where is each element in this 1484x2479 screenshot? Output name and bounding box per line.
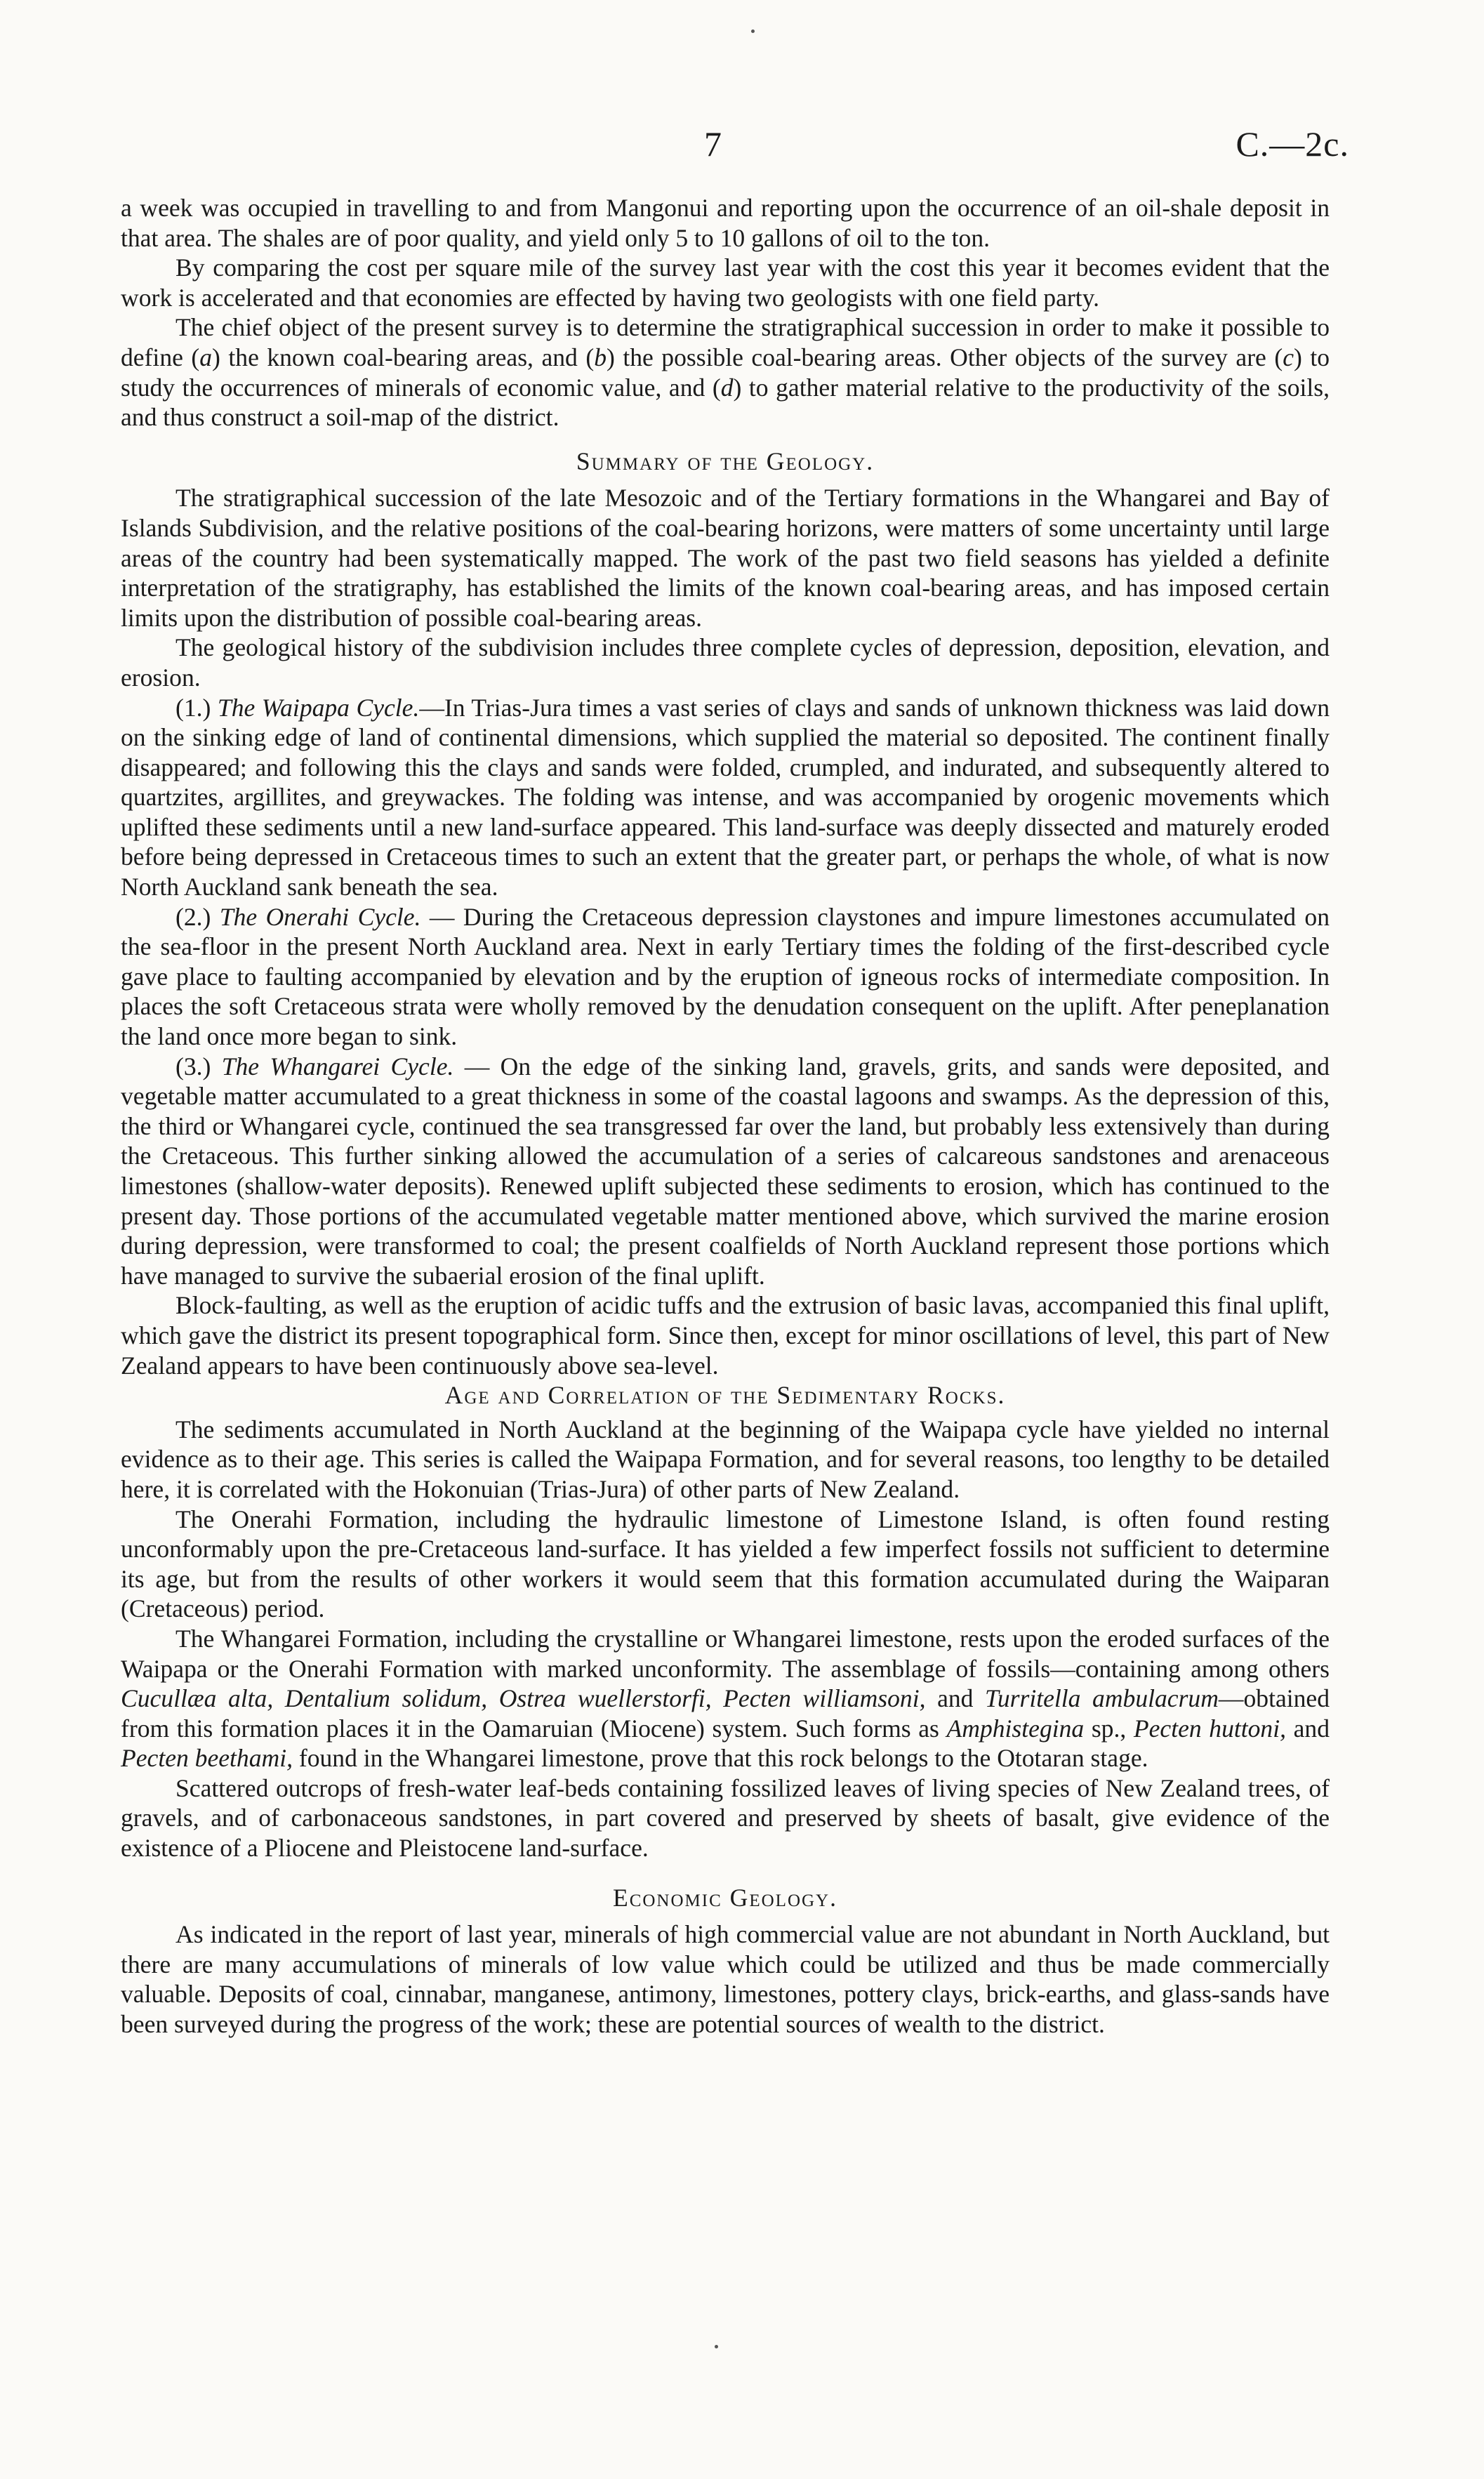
italic-run: a <box>199 343 213 371</box>
text-run: ) the possible coal-bearing areas. Other objects of the survey are ( <box>606 343 1283 371</box>
text-run: ) to gather material relative to the productivity of the soils, and thus construct a soil-map of the district. <box>121 373 1330 432</box>
fossil-name: Pecten beethami, <box>121 1744 293 1773</box>
paragraph-leaf-beds: Scattered outcrops of fresh-water leaf-beds containing fossilized leaves of living species of New Zealand trees, of gravels, and of carbonaceous sandstones, in part covered and preserved by sheets of basalt, give evidence of the existence of a Pliocene and Pleistocene land-surface. <box>121 1773 1330 1863</box>
paragraph-economic-minerals: As indicated in the report of last year, minerals of high commercial value are not abundant in North Auckland, but there are many accumulations of minerals of low value which could be utilized and thus be made commercially valuable. Deposits of coal, cinnabar, manganese, antimony, limestones, pottery clays, brick-earths, and glass-sands have been surveyed during the progress of the work; these are potential sources of wealth to the district. <box>121 1920 1330 2039</box>
section-heading-summary: Summary of the Geology. <box>576 447 875 475</box>
cycle-title: The Whangarei Cycle. <box>221 1052 454 1080</box>
fossil-name: Amphistegina <box>946 1714 1085 1743</box>
paragraph-block-faulting: Block-faulting, as well as the eruption of acidic tuffs and the extrusion of basic lavas, accompanied this final uplift, which gave the district its present topographical form. Since then, except for minor oscillations of level, this part of New Zealand appears to have been continuously above sea-level. <box>121 1291 1330 1380</box>
text-run: — During the Cretaceous depression claystones and impure limestones accumulated on the sea-floor in the present North Auckland area. Next in early Tertiary times the folding of the first-described cycle gave place to faulting accompanied by elevation and by the eruption of igneous rocks of intermediate composition. In places the soft Cretaceous strata were wholly removed by the denudation consequent on the uplift. After peneplanation the land once more began to sink. <box>121 902 1330 1051</box>
cycle-number: (2.) <box>175 902 211 931</box>
fossil-name: Turritella ambulacrum <box>985 1684 1219 1713</box>
text-run: The Whangarei Formation, including the crystalline or Whangarei limestone, rests upon the eroded surfaces of the Waipapa or the Onerahi Formation with marked unconformity. The assemblage of fossils—containing among others <box>121 1624 1330 1683</box>
text-run: ) to study the occurrences of minerals of economic value, and ( <box>121 343 1330 402</box>
paragraph-waipapa-cycle <box>121 693 1330 902</box>
cycle-number: (3.) <box>175 1052 211 1080</box>
paragraph-waipapa-formation: The sediments accumulated in North Auckland at the beginning of the Waipapa cycle have yielded no internal evidence as to their age. This series is called the Waipapa Formation, and for several reasons, too lengthy to be detailed here, it is correlated with the Hokonuian (Trias-Jura) of other parts of New Zealand. <box>121 1415 1330 1503</box>
paragraph-whangarei-formation <box>121 1624 1330 1773</box>
page-number: 7 <box>704 124 722 164</box>
paragraph-whangarei-cycle <box>121 1052 1330 1291</box>
italic-run: d <box>720 373 734 402</box>
paragraph-summary-intro: The stratigraphical succession of the late Mesozoic and of the Tertiary formations in the Whangarei and Bay of Islands Subdivision, and the relative positions of the coal-bearing horizons, were matters of some uncertainty until large areas of the country had been systematically mapped. The work of the past two field seasons has yielded a definite interpretation of the stratigraphy, has established the limits of the known coal-bearing areas, and has imposed certain limits upon the distribution of possible coal-bearing areas. <box>121 484 1330 632</box>
text-run: and <box>1286 1714 1330 1743</box>
paragraph-onerahi-cycle <box>121 902 1330 1052</box>
paragraph-mangonui: a week was occupied in travelling to and from Mangonui and reporting upon the occurrence of an oil-shale deposit in that area. The shales are of poor quality, and yield only 5 to 10 gallons of oil to the ton. <box>121 194 1330 252</box>
paragraph-survey-cost: By comparing the cost per square mile of the survey last year with the cost this year it becomes evident that the work is accelerated and that economies are effected by having two geologists with one field party. <box>121 253 1330 312</box>
cycle-title: The Waipapa Cycle. <box>217 693 420 722</box>
paragraph-survey-objects <box>121 312 1330 432</box>
text-run: ) the known coal-bearing areas, and ( <box>212 343 595 371</box>
text-run: —In Trias-Jura times a vast series of clays and sands of unknown thickness was laid down on the sinking edge of land of continental dimensions, which supplied the material so deposited. The continent finally disappeared; and following this the clays and sands were folded, crumpled, and indurated, and subsequently altered to quartzites, argillites, and greywackes. The folding was intense, and was accompanied by orogenic movements which uplifted these sediments until a new land-surface appeared. This land-surface was deeply dissected and maturely eroded before being depressed in Cretaceous times to such an extent that the greater part, or perhaps the whole, of what is now North Auckland sank beneath the sea. <box>121 693 1330 901</box>
document-body <box>121 193 1330 2040</box>
text-run: sp., <box>1084 1714 1134 1743</box>
fossil-name: Cucullæa alta, Dentalium solidum, Ostrea wuellerstorfi, Pecten williamsoni, <box>121 1684 926 1713</box>
section-heading-economic: Economic Geology. <box>612 1883 838 1912</box>
page-header <box>0 119 1484 168</box>
text-run: and <box>925 1684 986 1713</box>
italic-run: c <box>1283 343 1294 371</box>
paragraph-cycles-intro: The geological history of the subdivision includes three complete cycles of depression, deposition, elevation, and erosion. <box>121 633 1330 692</box>
italic-run: b <box>594 343 607 371</box>
scan-speck <box>715 2345 718 2348</box>
text-run: found in the Whangarei limestone, prove that this rock belongs to the Ototaran stage. <box>292 1744 1148 1773</box>
text-run: The chief object of the present survey is to determine the stratigraphical succession in order to make it possible to define ( <box>121 313 1330 371</box>
fossil-name: Pecten huttoni, <box>1133 1714 1287 1743</box>
text-run: — On the edge of the sinking land, gravels, grits, and sands were deposited, and vegetable matter accumulated to a great thickness in some of the coastal lagoons and swamps. As the depression of this, the third or Whangarei cycle, continued the sea transgressed far over the land, but probably less extensively than during the Cretaceous. This further sinking allowed the accumulation of a series of calcareous sandstones and arenaceous limestones (shallow-water deposits). Renewed uplift subjected these sediments to erosion, which has continued to the present day. Those portions of the accumulated vegetable matter mentioned above, which survived the marine erosion during depression, were transformed to coal; the present coalfields of North Auckland represent those portions which have managed to survive the subaerial erosion of the final uplift. <box>121 1052 1330 1290</box>
text-run: —obtained from this formation places it in the Oamaruian (Miocene) system. Such forms as <box>121 1684 1330 1743</box>
scan-speck <box>751 29 755 33</box>
document-reference: C.—2c. <box>1235 124 1349 164</box>
section-heading-age: Age and Correlation of the Sedimentary Rocks. <box>444 1381 1006 1410</box>
cycle-number: (1.) <box>175 693 211 722</box>
paragraph-onerahi-formation: The Onerahi Formation, including the hydraulic limestone of Limestone Island, is often found resting unconformably upon the pre-Cretaceous land-surface. It has yielded a few imperfect fossils not sufficient to determine its age, but from the results of other workers it would seem that this formation accumulated during the Waiparan (Cretaceous) period. <box>121 1505 1330 1623</box>
cycle-title: The Onerahi Cycle. <box>219 902 421 931</box>
